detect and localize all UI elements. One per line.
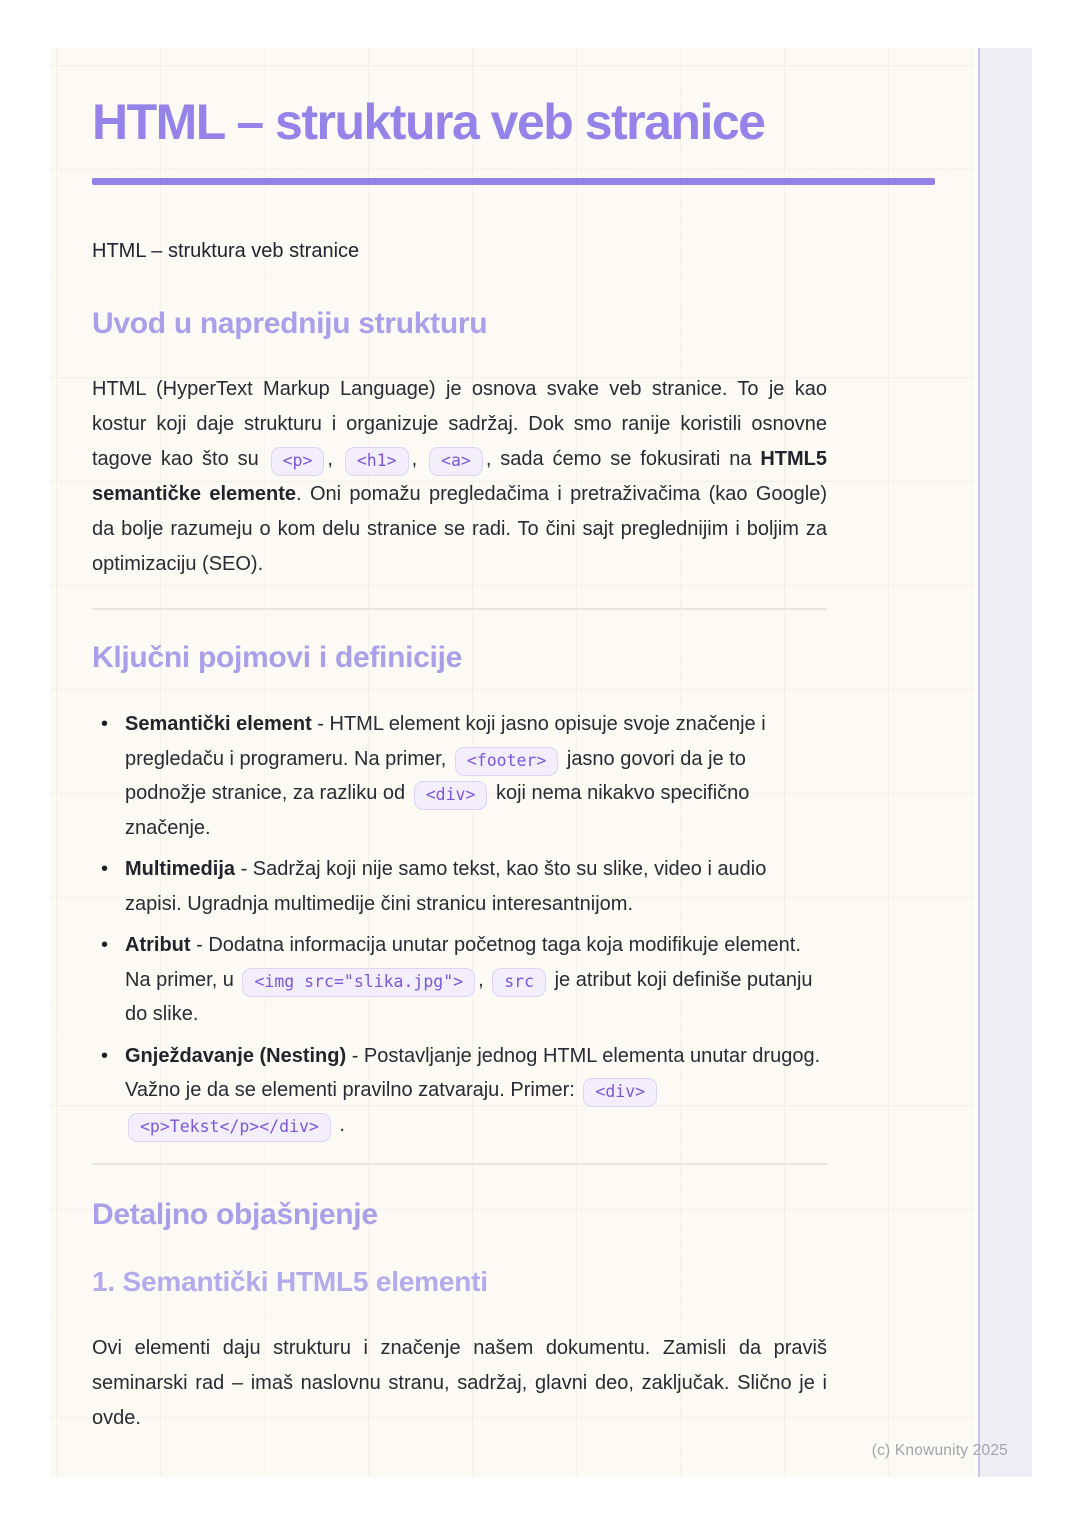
text-segment: jasno govori da je to podnožje stranice, za razliku od (125, 747, 746, 804)
list-item-multimedija (92, 852, 827, 921)
detail-paragraph (92, 1331, 827, 1436)
code-pill: <h1> (345, 447, 409, 476)
footer-credit: (c) Knowunity 2025 (871, 1442, 1008, 1459)
text-segment: , (411, 448, 427, 470)
section-heading-key-terms: Ključni pojmovi i definicije (92, 641, 462, 674)
text-segment: , (327, 448, 342, 470)
code-pill: <div> (414, 781, 488, 810)
code-pill: <p>Tekst</p></div> (128, 1113, 331, 1142)
text-segment: - Dodatna informacija unutar početnog taga koja modifikuje element. Na primer, u (125, 934, 801, 991)
text-segment: . Oni pomažu pregledačima i pretraživačima (kao Google) da bolje razumeju o kom delu stranice se radi. To čini sajt preglednijim i boljim za optimizaciju (SEO). (92, 483, 827, 575)
list-item-atribut (92, 928, 827, 1032)
title-underline (92, 178, 935, 185)
code-pill: <img src="slika.jpg"> (242, 968, 475, 997)
text-segment: - HTML element koji jasno opisuje svoje značenje i pregledaču i programeru. Na primer, (125, 713, 766, 770)
text-segment: . (333, 1113, 345, 1136)
code-pill: <footer> (455, 747, 558, 776)
bold-text: Gnježdavanje (Nesting) (125, 1044, 347, 1067)
code-pill: <a> (429, 447, 483, 476)
list-item-semanticki-element (92, 707, 827, 845)
page-subtitle: HTML – struktura veb stranice (92, 240, 360, 262)
page-title: HTML – struktura veb stranice (92, 94, 765, 150)
section-heading-detail: Detaljno objašnjenje (92, 1198, 378, 1231)
intro-paragraph (92, 372, 827, 582)
bold-text: Multimedija (125, 858, 236, 880)
code-pill: <p> (271, 447, 325, 476)
text-segment: , (478, 968, 490, 991)
subsection-heading: 1. Semantički HTML5 elementi (92, 1266, 488, 1297)
bold-text: HTML5 semantičke elemente (92, 448, 827, 505)
text-segment: HTML (HyperText Markup Language) je osnova svake veb stranice. To je kao kostur koji daje strukturu i organizuje sadržaj. Dok smo ranije koristili osnovne tagove kao što su (92, 378, 827, 470)
text-segment: - Sadržaj koji nije samo tekst, kao što su slike, video i audio zapisi. Ugradnja multimedije čini stranicu interesantnijom. (125, 858, 767, 915)
text-segment: je atribut koji definiše putanju do slike. (125, 968, 813, 1025)
bold-text: Semantički element (125, 713, 312, 735)
code-pill: src (492, 968, 546, 997)
next-page-edge (978, 48, 1032, 1477)
document-page (50, 48, 975, 1477)
bold-text: Atribut (125, 934, 191, 956)
list-item-gnjezdavanje (92, 1039, 827, 1143)
key-terms-list (92, 707, 827, 1142)
code-pill: <div> (583, 1078, 657, 1107)
section-heading-intro: Uvod u napredniju strukturu (92, 307, 488, 340)
text-segment: koji nema nikakvo specifično značenje. (125, 782, 750, 839)
text-segment: Ovi elementi daju strukturu i značenje našem dokumentu. Zamisli da praviš seminarski rad – imaš naslovnu stranu, sadržaj, glavni deo, zaključak. Slično je i ovde. (92, 1337, 827, 1429)
section-divider (92, 608, 827, 610)
text-segment: - Postavljanje jednog HTML elementa unutar drugog. Važno je da se elementi pravilno zatvaraju. Primer: (125, 1044, 821, 1101)
section-divider (92, 1163, 827, 1165)
text-segment: , sada ćemo se fokusirati na (485, 448, 761, 470)
